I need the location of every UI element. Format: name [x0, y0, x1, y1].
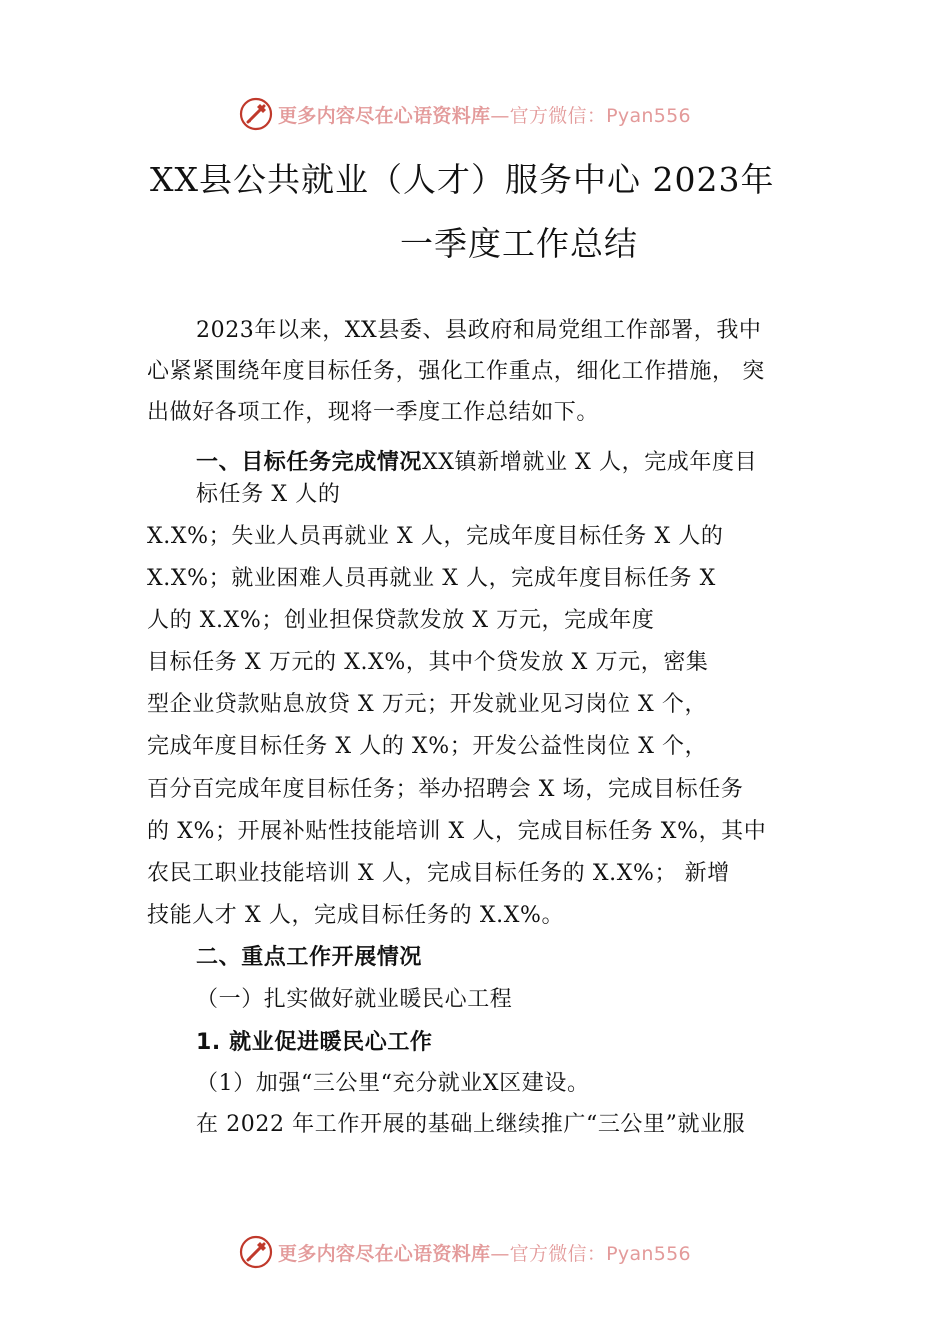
section1-line: 型企业贷款贴息放贷 X 万元；开发就业见习岗位 X 个，	[147, 692, 708, 717]
watermark-text: 更多内容尽在心语资料库—官方微信：Pyan556	[278, 104, 691, 127]
section1-heading-tail: XX镇新增就业 X 人，完成年度目	[422, 450, 758, 475]
section1-line: 人的 X.X%；创业担保贷款发放 X 万元，完成年度	[147, 608, 655, 633]
page-title-line2: 一季度工作总结	[400, 224, 638, 263]
section1-line: 标任务 X 人的	[196, 482, 341, 507]
watermark-text: 更多内容尽在心语资料库—官方微信：Pyan556	[278, 1242, 691, 1265]
section2-heading: 二、重点工作开展情况	[196, 945, 423, 970]
section1-line: 完成年度目标任务 X 人的 X%；开发公益性岗位 X 个，	[147, 734, 708, 759]
intro-line: 心紧紧围绕年度目标任务，强化工作重点，细化工作措施， 突	[147, 359, 765, 384]
logo-icon	[238, 1234, 274, 1270]
section2-body-line: 在 2022 年工作开展的基础上继续推广“三公里”就业服	[196, 1112, 746, 1137]
intro-line: 2023年以来，XX县委、县政府和局党组工作部署，我中	[196, 318, 762, 343]
section2-item-heading: 1. 就业促进暖民心工作	[196, 1030, 433, 1055]
section1-line: 技能人才 X 人，完成目标任务的 X.X%。	[147, 903, 565, 928]
page-title-line1: XX县公共就业（人才）服务中心 2023年	[150, 160, 775, 199]
section1-heading: 一、目标任务完成情况	[196, 450, 423, 475]
section2-subitem: （1）加强“三公里“充分就业X区建设。	[196, 1071, 590, 1096]
section2-subheading: （一）扎实做好就业暖民心工程	[196, 987, 513, 1012]
section1-first-line	[196, 448, 757, 478]
section1-line: 的 X%；开展补贴性技能培训 X 人，完成目标任务 X%，其中	[147, 819, 767, 844]
intro-line: 出做好各项工作，现将一季度工作总结如下。	[147, 400, 600, 425]
logo-icon	[238, 96, 274, 132]
section1-line: 农民工职业技能培训 X 人，完成目标任务的 X.X%； 新增	[147, 861, 730, 886]
section1-line: 目标任务 X 万元的 X.X%，其中个贷发放 X 万元，密集	[147, 650, 709, 675]
watermark-footer	[238, 1234, 691, 1270]
section1-line: X.X%；就业困难人员再就业 X 人，完成年度目标任务 X	[147, 566, 716, 591]
section1-line: X.X%；失业人员再就业 X 人，完成年度目标任务 X 人的	[147, 524, 724, 549]
watermark-header	[238, 96, 691, 132]
section1-line: 百分百完成年度目标任务；举办招聘会 X 场，完成目标任务	[147, 777, 744, 802]
